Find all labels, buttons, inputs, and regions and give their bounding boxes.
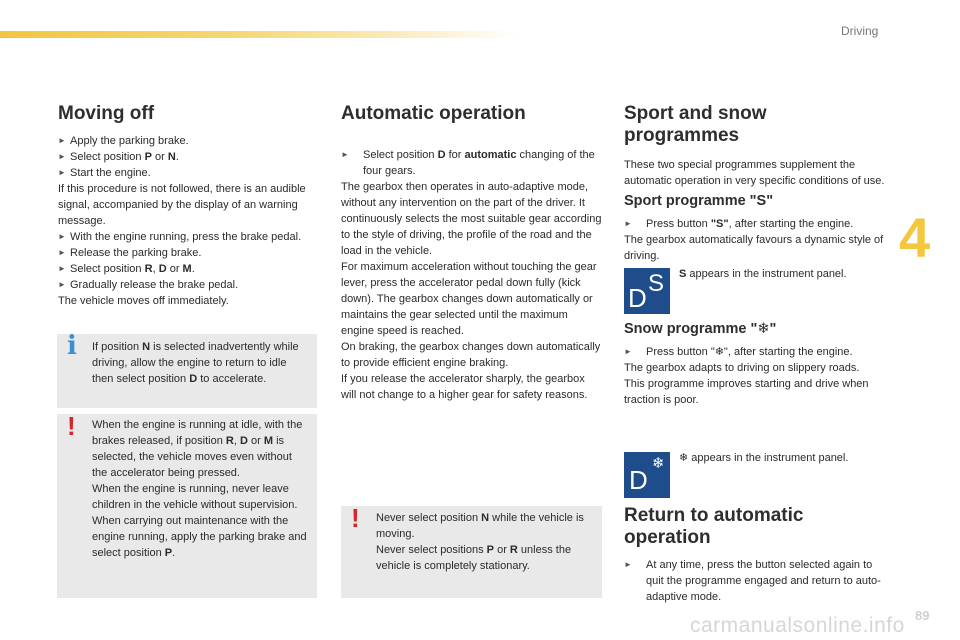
paragraph: The vehicle moves off immediately. (58, 295, 229, 307)
snow-programme-title: Snow programme "❄" (624, 321, 777, 337)
sport-snow-title: Sport and snow programmes (624, 103, 767, 146)
list-item: ► Start the engine. (58, 167, 151, 179)
automatic-operation-title: Automatic operation (341, 103, 526, 124)
info-text: If position N is selected inadvertently while driving, allow the engine to return to idle then select position D to accelerate. (92, 341, 299, 385)
bullet-icon: ► (58, 248, 66, 257)
paragraph: If this procedure is not followed, there is an audible signal, accompanied by the display of an warning message. (58, 183, 306, 227)
section-title: Driving (841, 24, 879, 38)
bullet-icon: ► (624, 219, 632, 228)
warning-box (341, 503, 602, 598)
bullet-icon: ► (624, 347, 632, 356)
warning-box (57, 411, 317, 598)
return-title-line-1: Return to automatic (624, 505, 804, 526)
bullet-icon: ► (58, 152, 66, 161)
header-accent-bar (0, 31, 520, 38)
moving-off-section (58, 103, 308, 309)
sport-mode-icon: S D (624, 268, 670, 314)
bullet-icon: ► (58, 168, 66, 177)
warning-text: Never select position N while the vehicle is moving. Never select positions P or R unless the vehicle is completely stationary. (376, 512, 584, 572)
info-box (57, 331, 317, 408)
list-item: ► With the engine running, press the brake pedal. (58, 231, 302, 243)
snow-mode-icon: D ❄ (624, 452, 670, 498)
list-item: ► Select position P or N. (58, 151, 179, 163)
paragraph: This programme improves starting and drive when traction is poor. (624, 378, 869, 406)
bullet-icon: ► (58, 280, 66, 289)
snow-programme-section (624, 320, 886, 408)
paragraph: On braking, the gearbox changes down automatically to provide efficient engine braking. (341, 341, 601, 369)
warning-icon: ! (351, 503, 360, 533)
warning-text: When the engine is running at idle, with the brakes released, if position R, D or M is selected, the vehicle moves even without the accelerator being pressed. When the engine is running, never leave children in the vehicle without supervision. When carrying out maintenance with the engine running, apply the parking brake and select position P. (92, 419, 307, 559)
bullet-icon: ► (58, 136, 66, 145)
moving-off-title: Moving off (58, 103, 155, 124)
bullet-icon: ► (624, 560, 632, 569)
bullet-icon: ► (341, 150, 349, 159)
paragraph: These two special programmes supplement the automatic operation in very specific conditions of use. (624, 159, 885, 187)
paragraph: The gearbox automatically favours a dynamic style of driving. (624, 234, 884, 262)
watermark: carmanualsonline.info (690, 614, 905, 637)
return-section (624, 505, 886, 605)
list-item: ► At any time, press the button selected again to quit the programme engaged and return to auto-adaptive mode. (624, 559, 881, 603)
list-item: ► Release the parking brake. (58, 247, 202, 259)
return-title-line-2: operation (624, 527, 711, 548)
paragraph: The gearbox adapts to driving on slippery roads. (624, 362, 860, 374)
list-item: ► Select position D for automatic changing of the four gears. (341, 149, 595, 177)
list-item: ► Select position R, D or M. (58, 263, 195, 275)
sport-programme-title: Sport programme "S" (624, 193, 774, 209)
list-item: ► Press button "S", after starting the engine. (624, 218, 854, 230)
list-item: ► Apply the parking brake. (58, 135, 189, 147)
snow-note: ❄ appears in the instrument panel. (679, 452, 849, 464)
paragraph: The gearbox then operates in auto-adaptive mode, without any intervention on the part of the driver. It continuously selects the most suitable gear according to the style of driving, the profile of the road and the load in the vehicle. (341, 181, 602, 257)
automatic-operation-section (341, 103, 603, 403)
page-number: 89 (915, 608, 930, 623)
warning-icon: ! (67, 411, 76, 441)
list-item: ► Press button "❄", after starting the engine. (624, 346, 853, 358)
bullet-icon: ► (58, 232, 66, 241)
info-icon: i (67, 331, 77, 361)
paragraph: For maximum acceleration without touching the gear lever, press the accelerator pedal down fully (kick down). The gearbox changes down automatically or maintains the gear selected until the maximum engine speed is reached. (341, 261, 597, 337)
sport-note: S appears in the instrument panel. (679, 268, 847, 280)
bullet-icon: ► (58, 264, 66, 273)
chapter-number: 4 (899, 206, 931, 269)
sport-snow-section (624, 103, 886, 264)
paragraph: If you release the accelerator sharply, the gearbox will not change to a higher gear for safety reasons. (341, 373, 588, 401)
list-item: ► Gradually release the brake pedal. (58, 279, 239, 291)
